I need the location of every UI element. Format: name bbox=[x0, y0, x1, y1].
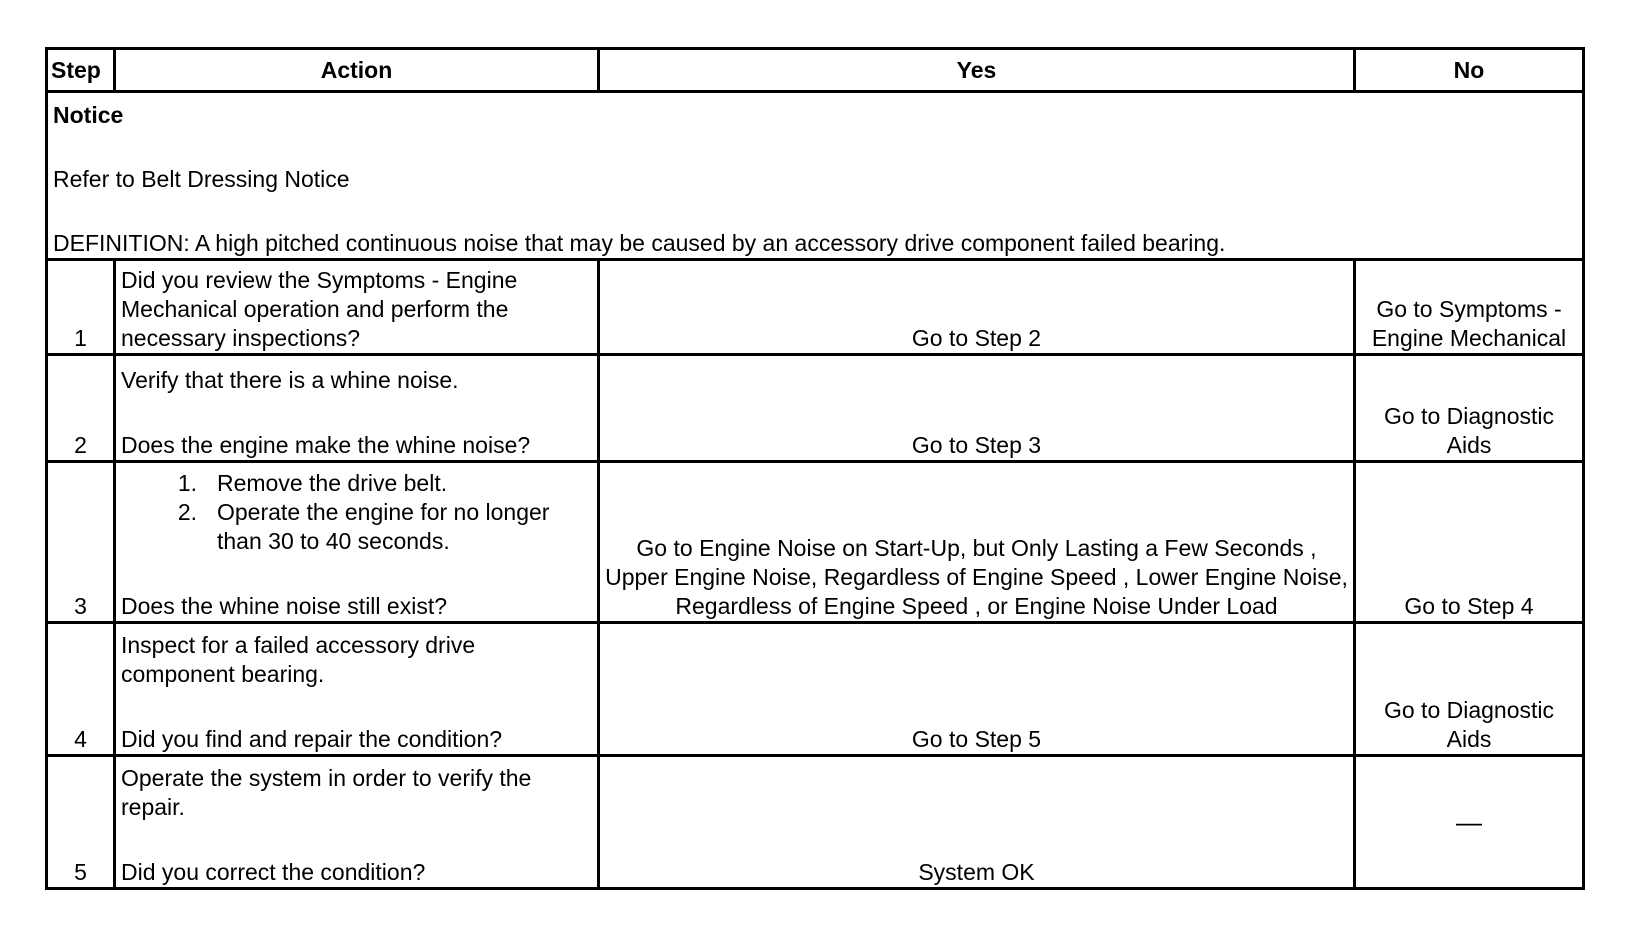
yes-result: Go to Engine Noise on Start-Up, but Only Lasting a Few Seconds , Upper Engine Noise, Regardless of Engine Speed , Lower Engine Noise, Regardless of Engine Speed , or Engine Noise Under Load bbox=[599, 462, 1355, 623]
step-number: 3 bbox=[47, 462, 115, 623]
no-result: Go to Symptoms - Engine Mechanical bbox=[1355, 260, 1584, 355]
yes-result: System OK bbox=[599, 756, 1355, 889]
no-result: Go to Diagnostic Aids bbox=[1355, 623, 1584, 756]
action-cell bbox=[115, 756, 599, 889]
header-no: No bbox=[1355, 49, 1584, 92]
notice-row bbox=[47, 92, 1584, 260]
list-item-text: Remove the drive belt. bbox=[217, 470, 448, 496]
action-text: Did you review the Symptoms - Engine Mechanical operation and perform the necessary inspections? bbox=[121, 267, 518, 351]
table-row bbox=[47, 355, 1584, 462]
table-row bbox=[47, 462, 1584, 623]
table-row bbox=[47, 260, 1584, 355]
action-list bbox=[121, 469, 592, 556]
header-row bbox=[47, 49, 1584, 92]
action-question: Did you find and repair the condition? bbox=[121, 726, 503, 752]
list-item-number: 2. bbox=[177, 499, 197, 525]
step-number: 2 bbox=[47, 355, 115, 462]
yes-result: Go to Step 5 bbox=[599, 623, 1355, 756]
no-result: Go to Diagnostic Aids bbox=[1355, 355, 1584, 462]
table-row bbox=[47, 623, 1584, 756]
action-cell bbox=[115, 623, 599, 756]
action-cell bbox=[115, 260, 599, 355]
action-text: Operate the system in order to verify the repair. bbox=[121, 765, 532, 820]
action-question: Does the whine noise still exist? bbox=[121, 593, 447, 619]
header-yes: Yes bbox=[599, 49, 1355, 92]
action-question: Does the engine make the whine noise? bbox=[121, 432, 531, 458]
yes-result: Go to Step 3 bbox=[599, 355, 1355, 462]
action-cell bbox=[115, 462, 599, 623]
step-number: 4 bbox=[47, 623, 115, 756]
action-text: Inspect for a failed accessory drive component bearing. bbox=[121, 632, 476, 687]
header-action: Action bbox=[115, 49, 599, 92]
list-item-number: 1. bbox=[177, 470, 197, 496]
notice-reference: Refer to Belt Dressing Notice bbox=[53, 166, 350, 192]
action-question: Did you correct the condition? bbox=[121, 859, 426, 885]
notice-title: Notice bbox=[53, 102, 124, 128]
list-item bbox=[173, 498, 592, 556]
header-step: Step bbox=[47, 49, 115, 92]
no-result: Go to Step 4 bbox=[1355, 462, 1584, 623]
notice-definition: DEFINITION: A high pitched continuous noise that may be caused by an accessory drive component failed bearing. bbox=[53, 230, 1226, 256]
list-item-text: Operate the engine for no longer than 30 to 40 seconds. bbox=[217, 499, 550, 554]
action-cell bbox=[115, 355, 599, 462]
yes-result: Go to Step 2 bbox=[599, 260, 1355, 355]
no-result: — bbox=[1355, 756, 1584, 889]
action-text: Verify that there is a whine noise. bbox=[121, 367, 459, 393]
list-item bbox=[173, 469, 592, 498]
table-row bbox=[47, 756, 1584, 889]
notice-cell bbox=[47, 92, 1584, 260]
step-number: 1 bbox=[47, 260, 115, 355]
step-number: 5 bbox=[47, 756, 115, 889]
diagnostic-table bbox=[45, 47, 1585, 890]
